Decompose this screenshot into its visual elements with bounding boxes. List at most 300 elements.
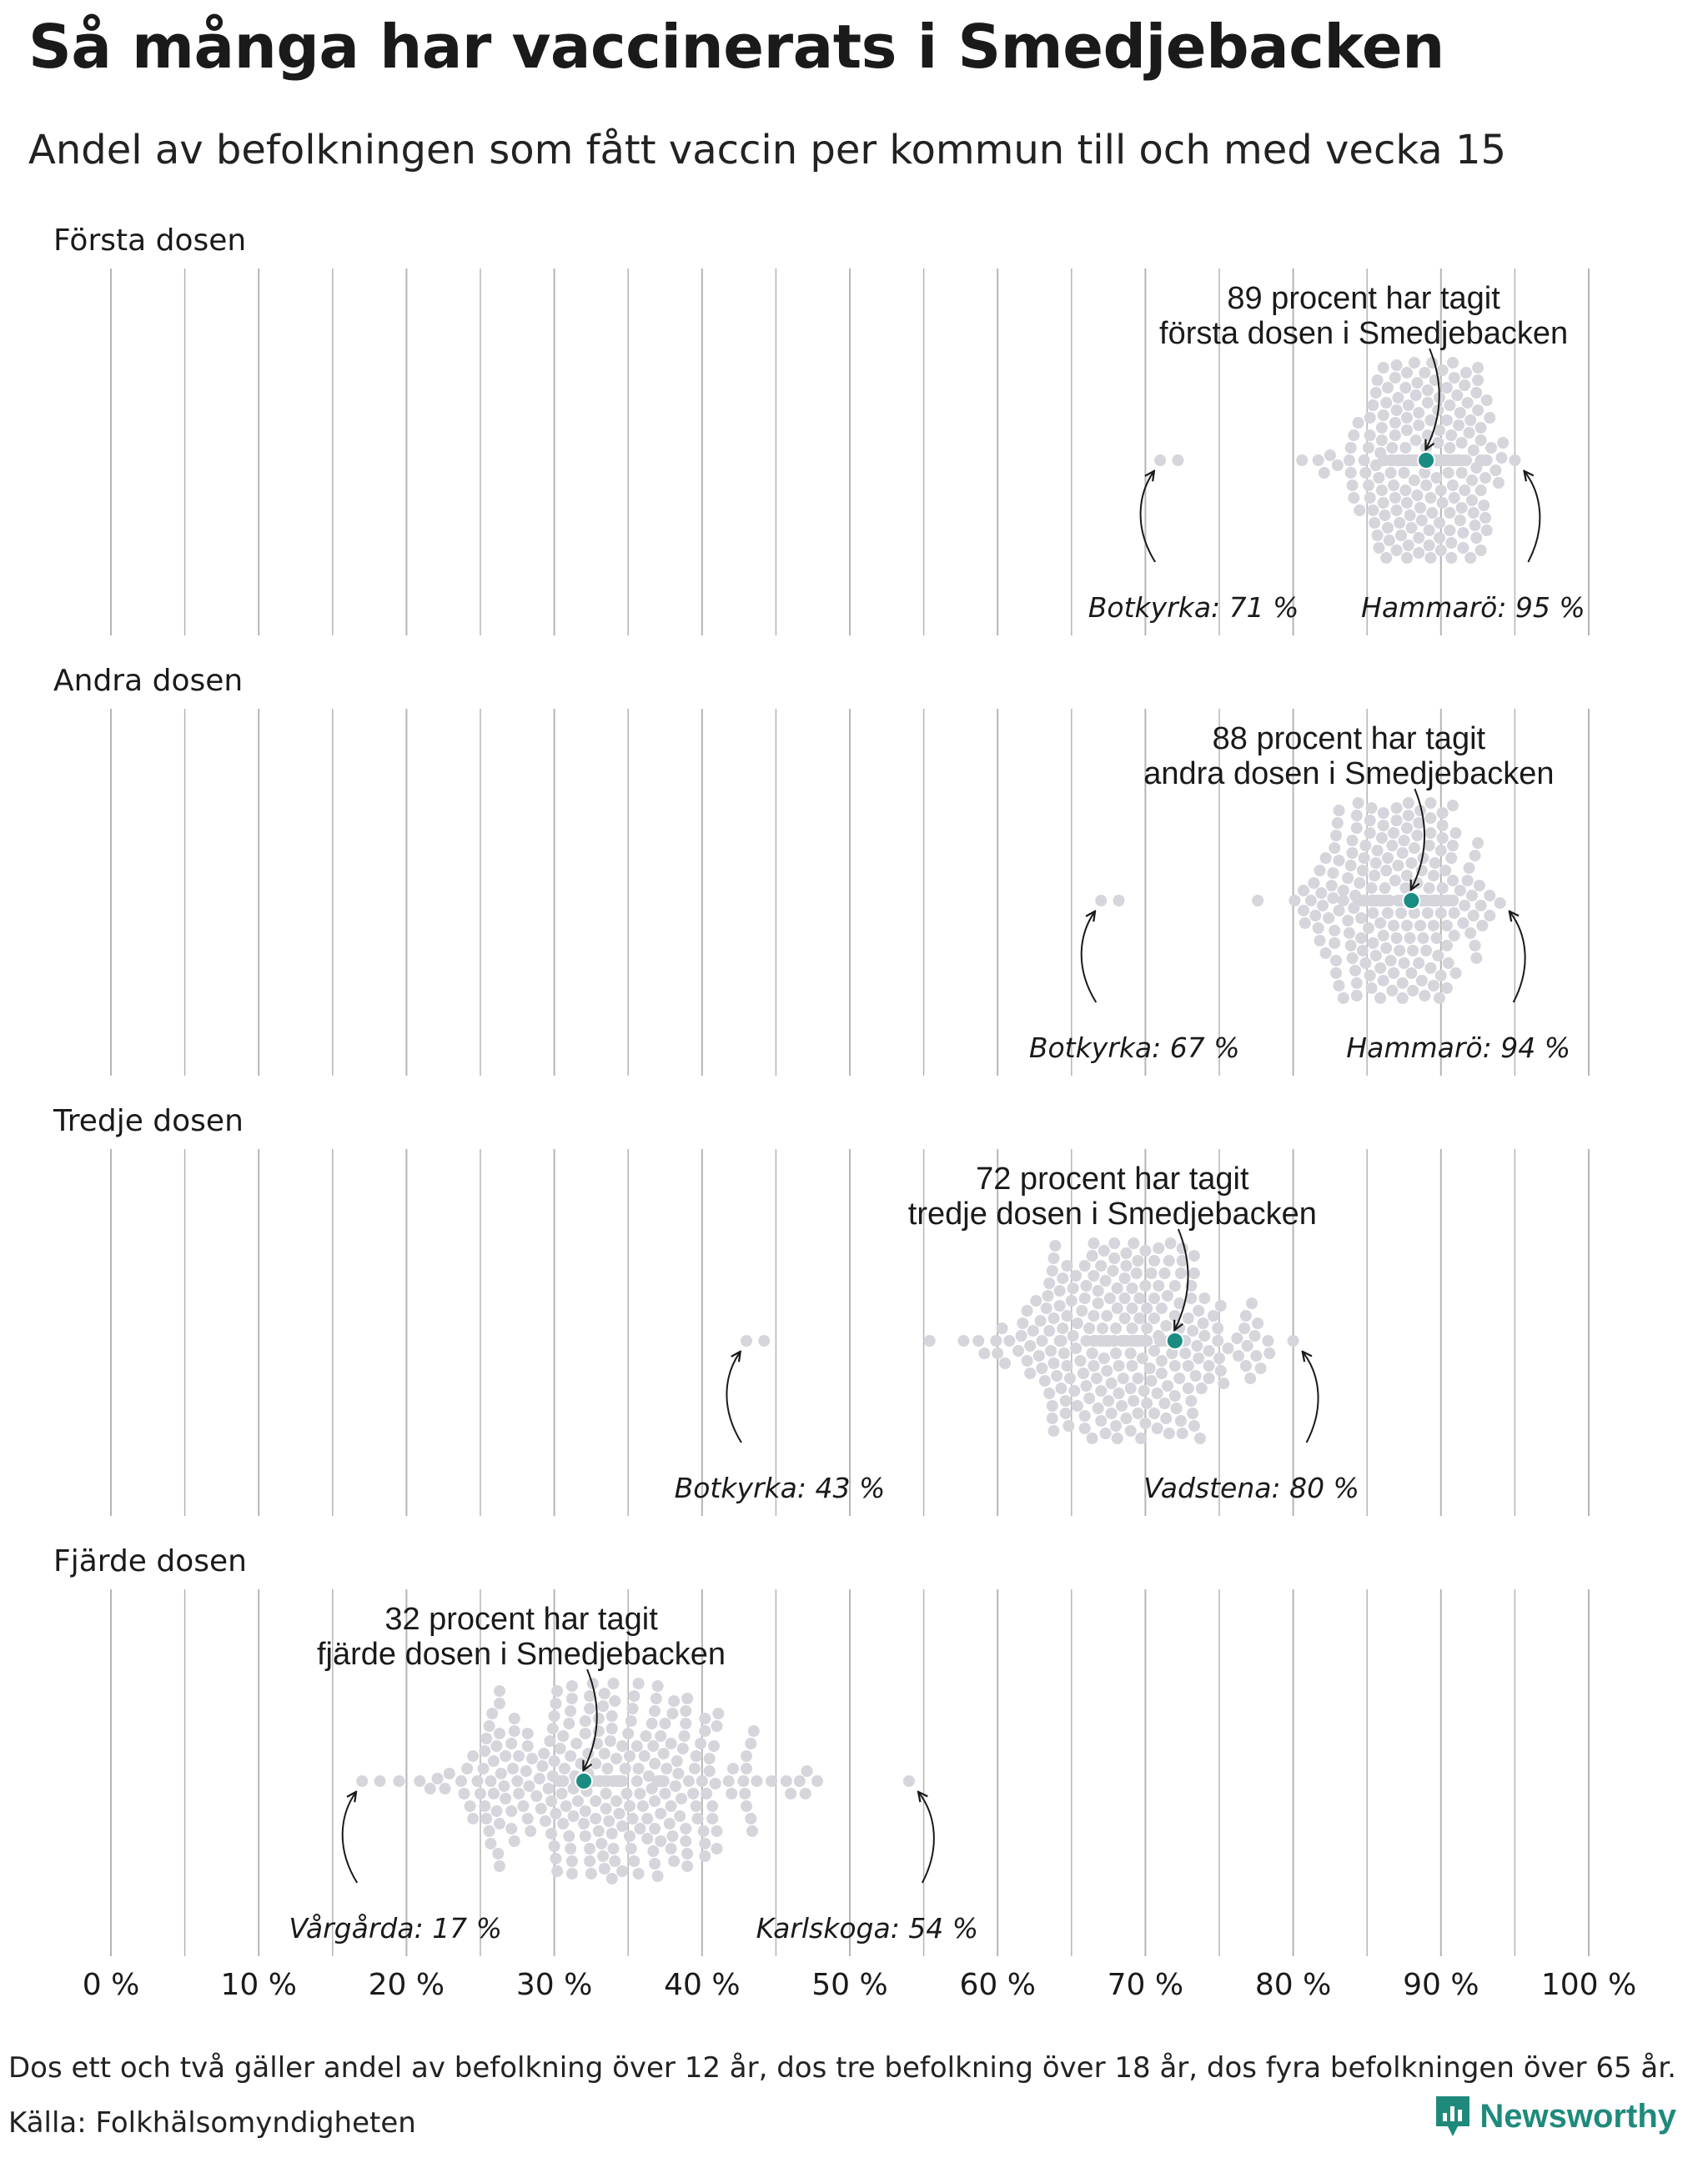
municipality-dot [1196, 1383, 1208, 1394]
highlight-annotation: fjärde dosen i Smedjebacken [316, 1637, 726, 1672]
municipality-dot [609, 1855, 620, 1867]
municipality-dot [608, 1775, 620, 1787]
municipality-dot [1125, 1383, 1137, 1394]
municipality-dot [1454, 885, 1466, 896]
municipality-dot [1466, 474, 1478, 486]
municipality-dot [679, 1730, 691, 1742]
municipality-dot [1470, 532, 1482, 544]
municipality-dot [1048, 1312, 1060, 1324]
municipality-dot [1347, 479, 1359, 491]
municipality-dot [1252, 1317, 1263, 1329]
municipality-dot [1441, 920, 1453, 931]
municipality-dot [641, 1833, 653, 1844]
municipality-dot [1397, 847, 1409, 859]
municipality-dot [1401, 822, 1413, 834]
municipality-dot [455, 1775, 467, 1787]
municipality-dot [1479, 512, 1491, 524]
municipality-dot [1468, 507, 1479, 519]
municipality-dot [1088, 1270, 1099, 1282]
x-tick-label: 80 % [1254, 1968, 1332, 2002]
municipality-dot [741, 1763, 752, 1774]
municipality-dot [545, 1795, 557, 1807]
municipality-dot [1441, 982, 1453, 994]
municipality-dot [1475, 422, 1487, 434]
municipality-dot [1119, 1272, 1131, 1284]
municipality-dot [1364, 412, 1376, 424]
municipality-dot [1472, 374, 1484, 386]
municipality-dot [1367, 907, 1379, 919]
municipality-dot [1434, 992, 1445, 1004]
municipality-dot [670, 1780, 681, 1792]
municipality-dot [1378, 362, 1389, 374]
municipality-dot [1062, 1260, 1073, 1272]
municipality-dot [1382, 522, 1394, 534]
municipality-dot [606, 1828, 618, 1839]
municipality-dot [1146, 1375, 1158, 1387]
x-tick-label: 70 % [1107, 1968, 1184, 2002]
x-tick-label: 0 % [82, 1968, 140, 2002]
municipality-dot [1386, 985, 1398, 996]
municipality-dot [1466, 890, 1478, 901]
municipality-dot [1359, 840, 1371, 851]
municipality-dot [1435, 484, 1447, 496]
municipality-dot [1329, 842, 1340, 854]
municipality-dot [560, 1800, 572, 1812]
municipality-dot [559, 1763, 570, 1774]
municipality-dot [1457, 527, 1469, 539]
municipality-dot [479, 1800, 490, 1812]
municipality-dot [1249, 1330, 1261, 1342]
municipality-dot [1113, 1388, 1125, 1399]
municipality-dot [1112, 1302, 1123, 1314]
municipality-dot [1416, 514, 1428, 526]
municipality-dot [1378, 820, 1389, 831]
municipality-dot [1441, 382, 1453, 394]
max-label: Hammarö: 95 % [1361, 591, 1585, 624]
municipality-dot [599, 1688, 610, 1699]
municipality-dot [708, 1740, 720, 1752]
municipality-dot [1464, 927, 1476, 939]
chart-subtitle: Andel av befolkningen som fått vaccin per kommun till och med vecka 15 [28, 127, 1507, 173]
municipality-dot [1296, 454, 1308, 466]
municipality-dot [1003, 1335, 1015, 1347]
municipality-dot [1298, 905, 1309, 916]
municipality-dot [1334, 980, 1345, 991]
municipality-dot [1351, 977, 1363, 989]
municipality-dot [746, 1825, 758, 1837]
municipality-dot [1068, 1385, 1080, 1397]
municipality-dot [1437, 364, 1449, 376]
municipality-dot [680, 1823, 691, 1834]
municipality-dot [550, 1808, 561, 1819]
highlight-annotation: 88 procent har tagit [1212, 721, 1486, 756]
highlight-annotation: 32 procent har tagit [384, 1602, 658, 1637]
municipality-dot [1428, 870, 1439, 881]
municipality-dot [658, 1748, 670, 1759]
municipality-dot [1472, 404, 1484, 416]
municipality-dot [1183, 1360, 1194, 1372]
municipality-dot [627, 1813, 639, 1824]
municipality-dot [706, 1800, 718, 1812]
municipality-dot [1252, 895, 1263, 906]
municipality-dot [568, 1810, 580, 1822]
municipality-dot [972, 1335, 984, 1347]
panel-label: Fjärde dosen [53, 1544, 247, 1578]
municipality-dot [1152, 1388, 1163, 1399]
municipality-dot [605, 1735, 616, 1747]
municipality-dot [1072, 1317, 1083, 1329]
municipality-dot [565, 1705, 576, 1717]
municipality-dot [1386, 442, 1398, 454]
municipality-dot [1401, 552, 1413, 564]
municipality-dot [1405, 522, 1417, 534]
municipality-dot [1288, 1335, 1299, 1347]
municipality-dot [1378, 497, 1389, 509]
municipality-dot [1345, 442, 1357, 454]
municipality-dot [1496, 452, 1508, 464]
municipality-dot [1441, 940, 1453, 951]
municipality-dot [550, 1853, 561, 1864]
municipality-dot [1055, 1335, 1067, 1347]
municipality-dot [1112, 1433, 1123, 1444]
municipality-dot [1172, 454, 1183, 466]
municipality-dot [1036, 1335, 1047, 1347]
municipality-dot [1110, 1347, 1122, 1359]
municipality-dot [699, 1838, 711, 1849]
municipality-dot [1218, 1378, 1229, 1389]
municipality-dot [1305, 895, 1317, 906]
municipality-dot [745, 1738, 756, 1749]
municipality-dot [1424, 827, 1436, 839]
municipality-dot [625, 1715, 637, 1727]
municipality-dot [978, 1347, 990, 1359]
municipality-dot [1439, 865, 1451, 876]
municipality-dot [1397, 977, 1409, 989]
municipality-dot [689, 1763, 701, 1774]
municipality-dot [1110, 1420, 1122, 1432]
municipality-dot [1391, 359, 1403, 371]
municipality-dot [695, 1738, 706, 1749]
municipality-dot [1116, 1400, 1128, 1412]
municipality-dot [727, 1763, 739, 1774]
municipality-dot [479, 1745, 490, 1757]
municipality-dot [1127, 1302, 1138, 1314]
municipality-dot [1447, 479, 1459, 491]
municipality-dot [620, 1763, 631, 1774]
municipality-dot [1451, 389, 1463, 401]
x-tick-label: 40 % [664, 1968, 741, 2002]
municipality-dot [432, 1773, 444, 1784]
municipality-dot [551, 1865, 563, 1877]
municipality-dot [924, 1335, 936, 1347]
municipality-dot [1175, 1267, 1187, 1279]
municipality-dot [1043, 1277, 1055, 1289]
municipality-dot [580, 1830, 591, 1842]
highlight-annotation: andra dosen i Smedjebacken [1143, 756, 1555, 791]
municipality-dot [444, 1768, 455, 1779]
municipality-dot [1364, 970, 1376, 981]
municipality-dot [1456, 502, 1468, 514]
municipality-dot [1432, 950, 1444, 961]
municipality-dot [1357, 945, 1369, 956]
municipality-dot [1435, 545, 1447, 556]
municipality-dot [1374, 992, 1386, 1004]
municipality-dot [1424, 797, 1436, 809]
municipality-dot [494, 1728, 505, 1739]
municipality-dot [1108, 1252, 1120, 1264]
municipality-dot [1447, 840, 1459, 851]
municipality-dot [1345, 860, 1357, 871]
max-arrow [919, 1793, 934, 1883]
municipality-dot [712, 1708, 724, 1719]
municipality-dot [1215, 1300, 1227, 1312]
municipality-dot [440, 1783, 451, 1794]
municipality-dot [1076, 1305, 1088, 1317]
municipality-dot [547, 1723, 559, 1734]
footnote: Dos ett och två gäller andel av befolkning över 12 år, dos tre befolkning över 18 år, dos fyra befolkningen över 65 år. [8, 2051, 1676, 2085]
municipality-dot [1141, 1322, 1153, 1334]
municipality-dot [625, 1843, 637, 1854]
municipality-dot [540, 1815, 551, 1827]
municipality-dot [566, 1680, 578, 1692]
panel-label: Tredje dosen [53, 1104, 244, 1138]
municipality-dot [480, 1813, 492, 1824]
municipality-dot [1432, 437, 1444, 449]
municipality-dot [1062, 1420, 1074, 1432]
municipality-dot [1119, 1312, 1131, 1324]
municipality-dot [1041, 1302, 1052, 1314]
municipality-dot [1212, 1335, 1223, 1347]
municipality-dot [1093, 1297, 1104, 1309]
municipality-dot [1187, 1408, 1198, 1419]
municipality-dot [1127, 1335, 1138, 1347]
municipality-dot [681, 1848, 693, 1859]
municipality-dot [609, 1695, 620, 1707]
municipality-dot [536, 1760, 548, 1772]
municipality-dot [1431, 932, 1443, 944]
min-label: Botkyrka: 71 % [1088, 591, 1299, 624]
municipality-dot [723, 1775, 735, 1787]
municipality-dot [1110, 1322, 1122, 1334]
municipality-dot [1399, 484, 1411, 496]
municipality-dot [1434, 517, 1445, 529]
municipality-dot [549, 1710, 560, 1722]
municipality-dot [1250, 1350, 1262, 1362]
municipality-dot [1072, 1400, 1083, 1412]
municipality-dot [1128, 1237, 1139, 1249]
municipality-dot [509, 1835, 520, 1847]
municipality-dot [1454, 514, 1466, 526]
municipality-dot [1413, 957, 1424, 969]
municipality-dot [1088, 1335, 1099, 1347]
municipality-dot [1039, 1375, 1051, 1387]
municipality-dot [593, 1825, 605, 1837]
municipality-dot [494, 1685, 505, 1697]
municipality-dot [374, 1775, 386, 1787]
municipality-dot [1255, 1363, 1267, 1374]
municipality-dot [1378, 975, 1389, 986]
municipality-dot [1464, 414, 1476, 426]
municipality-dot [1347, 835, 1359, 846]
municipality-dot [580, 1728, 591, 1739]
municipality-dot [661, 1763, 672, 1774]
municipality-dot [563, 1718, 575, 1729]
municipality-dot [1441, 414, 1453, 426]
municipality-dot [1389, 492, 1401, 504]
municipality-dot [1374, 917, 1386, 929]
municipality-dot [1410, 389, 1422, 401]
municipality-dot [1314, 935, 1326, 946]
municipality-dot [1338, 992, 1349, 1004]
municipality-dot [1399, 382, 1411, 394]
municipality-dot [500, 1750, 511, 1762]
municipality-dot [566, 1693, 578, 1704]
municipality-dot [1367, 399, 1379, 411]
min-arrow [1082, 912, 1097, 1002]
municipality-dot [1078, 1368, 1089, 1379]
municipality-dot [484, 1825, 495, 1837]
municipality-dot [1404, 932, 1416, 944]
municipality-dot [1156, 1355, 1168, 1367]
municipality-dot [1475, 484, 1487, 496]
municipality-dot [1391, 802, 1403, 814]
municipality-dot [1148, 1292, 1160, 1304]
municipality-dot [1055, 1383, 1067, 1394]
municipality-dot [1407, 945, 1419, 956]
municipality-dot [1382, 852, 1394, 864]
municipality-dot [1370, 950, 1382, 961]
municipality-dot [465, 1800, 476, 1812]
municipality-dot [649, 1795, 661, 1807]
municipality-dot [467, 1813, 479, 1824]
municipality-dot [674, 1810, 686, 1822]
municipality-dot [1131, 1267, 1143, 1279]
municipality-dot [698, 1825, 710, 1837]
municipality-dot [614, 1808, 625, 1819]
municipality-dot [692, 1813, 704, 1824]
municipality-dot [1437, 497, 1449, 509]
municipality-dot [1372, 529, 1384, 541]
municipality-dot [1212, 1322, 1223, 1334]
municipality-dot [1329, 937, 1340, 949]
municipality-dot [671, 1755, 683, 1767]
municipality-dot [766, 1775, 777, 1787]
municipality-dot [681, 1860, 693, 1872]
municipality-dot [1344, 454, 1355, 466]
municipality-dot [1330, 830, 1342, 841]
municipality-dot [1484, 412, 1495, 424]
municipality-dot [1327, 892, 1339, 904]
municipality-dot [1367, 504, 1379, 516]
municipality-dot [1435, 970, 1447, 981]
municipality-dot [1386, 454, 1398, 466]
municipality-dot [637, 1800, 649, 1812]
municipality-dot [1370, 387, 1382, 399]
municipality-dot [1409, 474, 1420, 486]
municipality-dot [1435, 845, 1447, 856]
min-arrow [1141, 472, 1156, 562]
municipality-dot [1409, 357, 1420, 369]
municipality-dot [1125, 1425, 1137, 1437]
municipality-dot [1319, 467, 1330, 479]
municipality-dot [660, 1788, 671, 1799]
municipality-dot [1139, 1418, 1151, 1429]
municipality-dot [1409, 842, 1420, 854]
municipality-dot [1334, 805, 1345, 816]
max-arrow [1304, 1352, 1319, 1443]
municipality-dot [595, 1838, 607, 1849]
municipality-dot [1133, 1408, 1144, 1419]
municipality-dot [1380, 397, 1392, 409]
municipality-dot [1391, 932, 1403, 944]
municipality-dot [565, 1843, 576, 1854]
municipality-dot [1384, 534, 1395, 546]
municipality-dot [1100, 1275, 1112, 1287]
municipality-dot [1379, 882, 1391, 894]
municipality-dot [1313, 922, 1324, 934]
highlight-dot [1403, 892, 1419, 909]
municipality-dot [639, 1750, 651, 1762]
municipality-dot [1148, 1255, 1160, 1267]
chart-title: Så många har vaccinerats i Smedjebacken [28, 12, 1444, 82]
municipality-dot [1370, 857, 1382, 869]
municipality-dot [1388, 827, 1399, 839]
municipality-dot [726, 1788, 737, 1799]
municipality-dot [1445, 852, 1457, 864]
municipality-dot [624, 1800, 635, 1812]
panels [53, 223, 1589, 1956]
municipality-dot [640, 1730, 652, 1742]
municipality-dot [1422, 397, 1434, 409]
municipality-dot [563, 1830, 575, 1842]
max-label: Vadstena: 80 % [1143, 1472, 1359, 1504]
municipality-dot [1413, 532, 1424, 544]
municipality-dot [1175, 1415, 1187, 1427]
municipality-dot [634, 1823, 646, 1834]
municipality-dot [1033, 1350, 1045, 1362]
municipality-dot [1376, 422, 1388, 434]
municipality-dot [1323, 912, 1334, 924]
municipality-dot [1194, 1433, 1206, 1444]
max-label: Hammarö: 94 % [1346, 1031, 1571, 1064]
municipality-dot [1366, 882, 1378, 894]
municipality-dot [1379, 895, 1391, 906]
municipality-dot [565, 1750, 576, 1762]
municipality-dot [1424, 524, 1435, 536]
municipality-dot [1348, 902, 1359, 914]
municipality-dot [649, 1858, 661, 1869]
municipality-dot [1043, 1388, 1055, 1399]
municipality-dot [505, 1805, 517, 1817]
municipality-dot [1141, 1302, 1153, 1314]
municipality-dot [1363, 442, 1374, 454]
municipality-dot [1120, 1247, 1132, 1259]
panel-2 [53, 664, 1589, 1076]
municipality-dot [1475, 434, 1487, 446]
municipality-dot [785, 1788, 796, 1799]
municipality-dot [1399, 442, 1411, 454]
municipality-dot [1374, 962, 1386, 974]
municipality-dot [794, 1775, 806, 1787]
min-arrow [726, 1352, 741, 1443]
municipality-dot [1320, 852, 1332, 864]
municipality-dot [741, 1800, 752, 1812]
municipality-dot [1173, 1373, 1185, 1384]
municipality-dot [1185, 1395, 1197, 1407]
municipality-dot [741, 1335, 752, 1347]
municipality-dot [1045, 1345, 1057, 1357]
municipality-dot [641, 1813, 653, 1824]
